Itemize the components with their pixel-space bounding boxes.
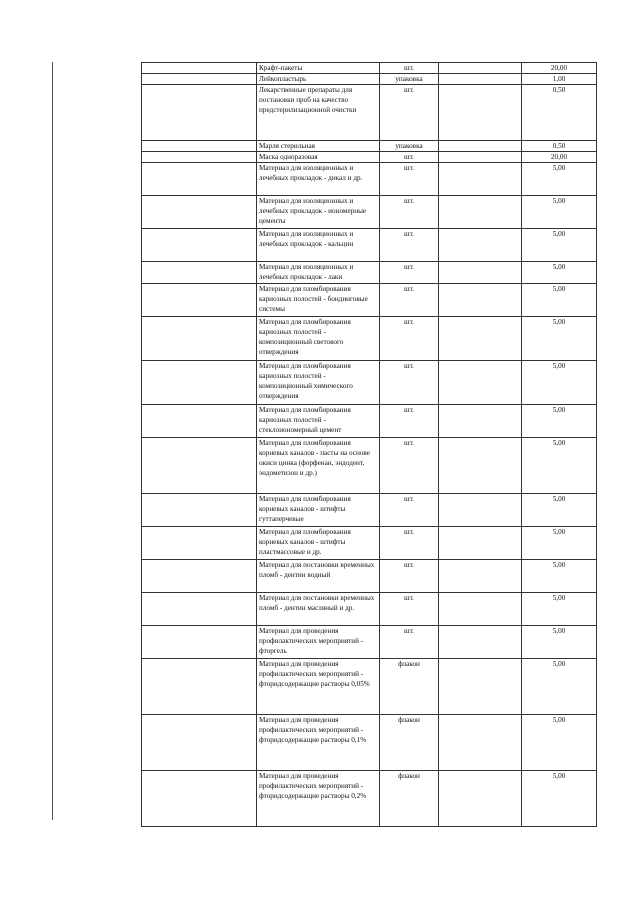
item-name-cell: Материал для пломбирования кариозных полостей - стеклоиономерный цемент (257, 405, 380, 438)
table-row (142, 152, 597, 163)
item-name-cell: Крафт-пакеты (257, 63, 380, 74)
item-unit-cell: шт. (380, 494, 439, 527)
row-empty-cell (142, 659, 257, 715)
table-row (142, 626, 597, 659)
item-qty-cell: 5,00 (522, 405, 597, 438)
item-unit-cell: флакон (380, 771, 439, 827)
table-row (142, 284, 597, 317)
row-empty-cell (142, 560, 257, 593)
table-row (142, 141, 597, 152)
supply-table (141, 62, 597, 827)
row-gap-cell (439, 494, 522, 527)
item-name-cell: Материал для проведения профилактических мероприятий - фторидсодержащие растворы 0,2% (257, 771, 380, 827)
item-name-cell: Материал для изоляционных и лечебных прокладок - кальцин (257, 229, 380, 262)
item-qty-cell: 5,00 (522, 560, 597, 593)
item-name-cell: Лейкопластырь (257, 74, 380, 85)
table-row (142, 771, 597, 827)
table-row (142, 659, 597, 715)
table-row (142, 361, 597, 405)
item-qty-cell: 20,00 (522, 152, 597, 163)
row-empty-cell (142, 494, 257, 527)
item-unit-cell: шт. (380, 626, 439, 659)
item-name-cell: Материал для пломбирования корневых каналов - штифты гуттаперчевые (257, 494, 380, 527)
item-name-cell: Материал для пломбирования кариозных полостей - композиционный химического отверждения (257, 361, 380, 405)
row-empty-cell (142, 74, 257, 85)
table-row (142, 494, 597, 527)
item-name-cell: Материал для пломбирования корневых каналов - пасты на основе окиси цинка (форфенан, эндодент, эндометизон и др.) (257, 438, 380, 494)
row-gap-cell (439, 152, 522, 163)
table-row (142, 527, 597, 560)
row-empty-cell (142, 361, 257, 405)
item-qty-cell: 1,00 (522, 74, 597, 85)
row-empty-cell (142, 163, 257, 196)
table-row (142, 715, 597, 771)
item-qty-cell: 5,00 (522, 659, 597, 715)
row-empty-cell (142, 85, 257, 141)
table-row (142, 163, 597, 196)
item-qty-cell: 0,50 (522, 85, 597, 141)
item-unit-cell: шт. (380, 163, 439, 196)
supply-table-body (142, 63, 597, 827)
item-qty-cell: 5,00 (522, 527, 597, 560)
item-qty-cell: 0,50 (522, 141, 597, 152)
item-name-cell: Материал для пломбирования кариозных полостей - бондинговые системы (257, 284, 380, 317)
row-empty-cell (142, 593, 257, 626)
row-empty-cell (142, 229, 257, 262)
row-gap-cell (439, 163, 522, 196)
item-qty-cell: 5,00 (522, 317, 597, 361)
row-gap-cell (439, 560, 522, 593)
item-qty-cell: 5,00 (522, 494, 597, 527)
row-gap-cell (439, 659, 522, 715)
row-gap-cell (439, 141, 522, 152)
item-unit-cell: шт. (380, 196, 439, 229)
row-gap-cell (439, 361, 522, 405)
item-unit-cell: шт. (380, 85, 439, 141)
item-qty-cell: 5,00 (522, 626, 597, 659)
row-gap-cell (439, 438, 522, 494)
row-gap-cell (439, 626, 522, 659)
item-qty-cell: 5,00 (522, 163, 597, 196)
row-empty-cell (142, 63, 257, 74)
item-qty-cell: 20,00 (522, 63, 597, 74)
row-gap-cell (439, 527, 522, 560)
item-name-cell: Материал для изоляционных и лечебных прокладок - иономерные цементы (257, 196, 380, 229)
row-gap-cell (439, 63, 522, 74)
item-name-cell: Материал для изоляционных и лечебных прокладок - дикал и др. (257, 163, 380, 196)
row-empty-cell (142, 405, 257, 438)
item-unit-cell: шт. (380, 405, 439, 438)
row-empty-cell (142, 152, 257, 163)
row-gap-cell (439, 229, 522, 262)
table-row (142, 262, 597, 284)
item-name-cell: Марля стерильная (257, 141, 380, 152)
item-name-cell: Маска одноразовая (257, 152, 380, 163)
row-gap-cell (439, 85, 522, 141)
item-name-cell: Материал для постановки временных пломб - дентин масляный и др. (257, 593, 380, 626)
row-empty-cell (142, 196, 257, 229)
row-gap-cell (439, 771, 522, 827)
item-qty-cell: 5,00 (522, 229, 597, 262)
item-unit-cell: шт. (380, 527, 439, 560)
table-row (142, 74, 597, 85)
row-empty-cell (142, 438, 257, 494)
table-row (142, 63, 597, 74)
row-empty-cell (142, 262, 257, 284)
row-gap-cell (439, 593, 522, 626)
item-qty-cell: 5,00 (522, 284, 597, 317)
item-name-cell: Лекарственные препараты для постановки проб на качество предстерилизационной очистки (257, 85, 380, 141)
item-unit-cell: шт. (380, 317, 439, 361)
item-unit-cell: упаковка (380, 74, 439, 85)
row-empty-cell (142, 317, 257, 361)
table-row (142, 593, 597, 626)
row-gap-cell (439, 262, 522, 284)
item-qty-cell: 5,00 (522, 196, 597, 229)
row-empty-cell (142, 284, 257, 317)
item-unit-cell: шт. (380, 593, 439, 626)
item-unit-cell: шт. (380, 152, 439, 163)
table-row (142, 196, 597, 229)
item-name-cell: Материал для постановки временных пломб - дентин водный (257, 560, 380, 593)
row-gap-cell (439, 284, 522, 317)
item-name-cell: Материал для пломбирования корневых каналов - штифты пластмассовые и др. (257, 527, 380, 560)
page-left-border (52, 62, 53, 820)
row-gap-cell (439, 74, 522, 85)
table-row (142, 438, 597, 494)
row-gap-cell (439, 715, 522, 771)
row-empty-cell (142, 715, 257, 771)
item-unit-cell: шт. (380, 63, 439, 74)
item-unit-cell: упаковка (380, 141, 439, 152)
item-name-cell: Материал для изоляционных и лечебных прокладок - лаки (257, 262, 380, 284)
item-unit-cell: шт. (380, 438, 439, 494)
item-unit-cell: флакон (380, 715, 439, 771)
row-empty-cell (142, 771, 257, 827)
item-name-cell: Материал для проведения профилактических мероприятий - фторгель (257, 626, 380, 659)
item-unit-cell: шт. (380, 560, 439, 593)
table-row (142, 317, 597, 361)
row-empty-cell (142, 626, 257, 659)
item-unit-cell: флакон (380, 659, 439, 715)
table-row (142, 229, 597, 262)
item-unit-cell: шт. (380, 229, 439, 262)
item-unit-cell: шт. (380, 361, 439, 405)
item-unit-cell: шт. (380, 262, 439, 284)
item-name-cell: Материал для пломбирования кариозных полостей - композиционный светового отверждения (257, 317, 380, 361)
item-qty-cell: 5,00 (522, 361, 597, 405)
item-qty-cell: 5,00 (522, 438, 597, 494)
row-gap-cell (439, 317, 522, 361)
item-name-cell: Материал для проведения профилактических мероприятий - фторидсодержащие растворы 0,1% (257, 715, 380, 771)
row-gap-cell (439, 196, 522, 229)
item-qty-cell: 5,00 (522, 715, 597, 771)
row-gap-cell (439, 405, 522, 438)
item-qty-cell: 5,00 (522, 771, 597, 827)
table-row (142, 560, 597, 593)
row-empty-cell (142, 141, 257, 152)
table-row (142, 85, 597, 141)
table-row (142, 405, 597, 438)
row-empty-cell (142, 527, 257, 560)
item-unit-cell: шт. (380, 284, 439, 317)
item-qty-cell: 5,00 (522, 262, 597, 284)
item-name-cell: Материал для проведения профилактических мероприятий - фторидсодержащие растворы 0,05% (257, 659, 380, 715)
item-qty-cell: 5,00 (522, 593, 597, 626)
